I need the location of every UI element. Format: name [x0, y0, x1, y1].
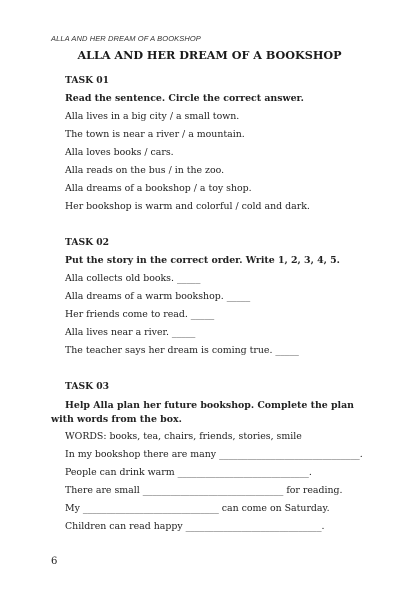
task-03-item: My _____________________________ can come on Saturday. [65, 503, 330, 514]
task-01-item: Her bookshop is warm and colorful / cold and dark. [65, 201, 310, 212]
task-03-item: People can drink warm ____________________________. [65, 467, 312, 478]
task-02-item: Alla dreams of a warm bookshop. _____ [65, 291, 251, 302]
task-03-item: There are small ______________________________ for reading. [65, 485, 343, 496]
task-03-item: In my bookshop there are many ______________________________. [65, 449, 363, 460]
task-01-item: Alla lives in a big city / a small town. [65, 111, 240, 122]
task-01-item: Alla dreams of a bookshop / a toy shop. [65, 183, 252, 194]
task-02-heading: TASK 02 [65, 237, 110, 248]
task-02-item: The teacher says her dream is coming true. _____ [65, 345, 299, 356]
task-01-item: Alla loves books / cars. [65, 147, 174, 158]
task-01-item: The town is near a river / a mountain. [65, 129, 245, 140]
page-title: ALLA AND HER DREAM OF A BOOKSHOP [77, 48, 342, 62]
page-number: 6 [51, 556, 58, 567]
task-03-instruction: Help Alla plan her future bookshop. Complete the plan with words from the box. [51, 400, 354, 425]
task-03-item: Children can read happy _____________________________. [65, 521, 325, 532]
task-01-heading: TASK 01 [65, 75, 110, 86]
task-02-item: Alla collects old books. _____ [65, 273, 201, 284]
task-03-heading: TASK 03 [65, 381, 110, 392]
task-01-item: Alla reads on the bus / in the zoo. [65, 165, 225, 176]
task-02-item: Alla lives near a river. _____ [65, 327, 196, 338]
task-03-word-box: WORDS: books, tea, chairs, friends, stories, smile [65, 431, 302, 442]
task-02-item: Her friends come to read. _____ [65, 309, 215, 320]
running-head: ALLA AND HER DREAM OF A BOOKSHOP [51, 34, 201, 43]
task-01-instruction: Read the sentence. Circle the correct answer. [65, 93, 304, 104]
task-02-instruction: Put the story in the correct order. Write 1, 2, 3, 4, 5. [65, 255, 340, 266]
